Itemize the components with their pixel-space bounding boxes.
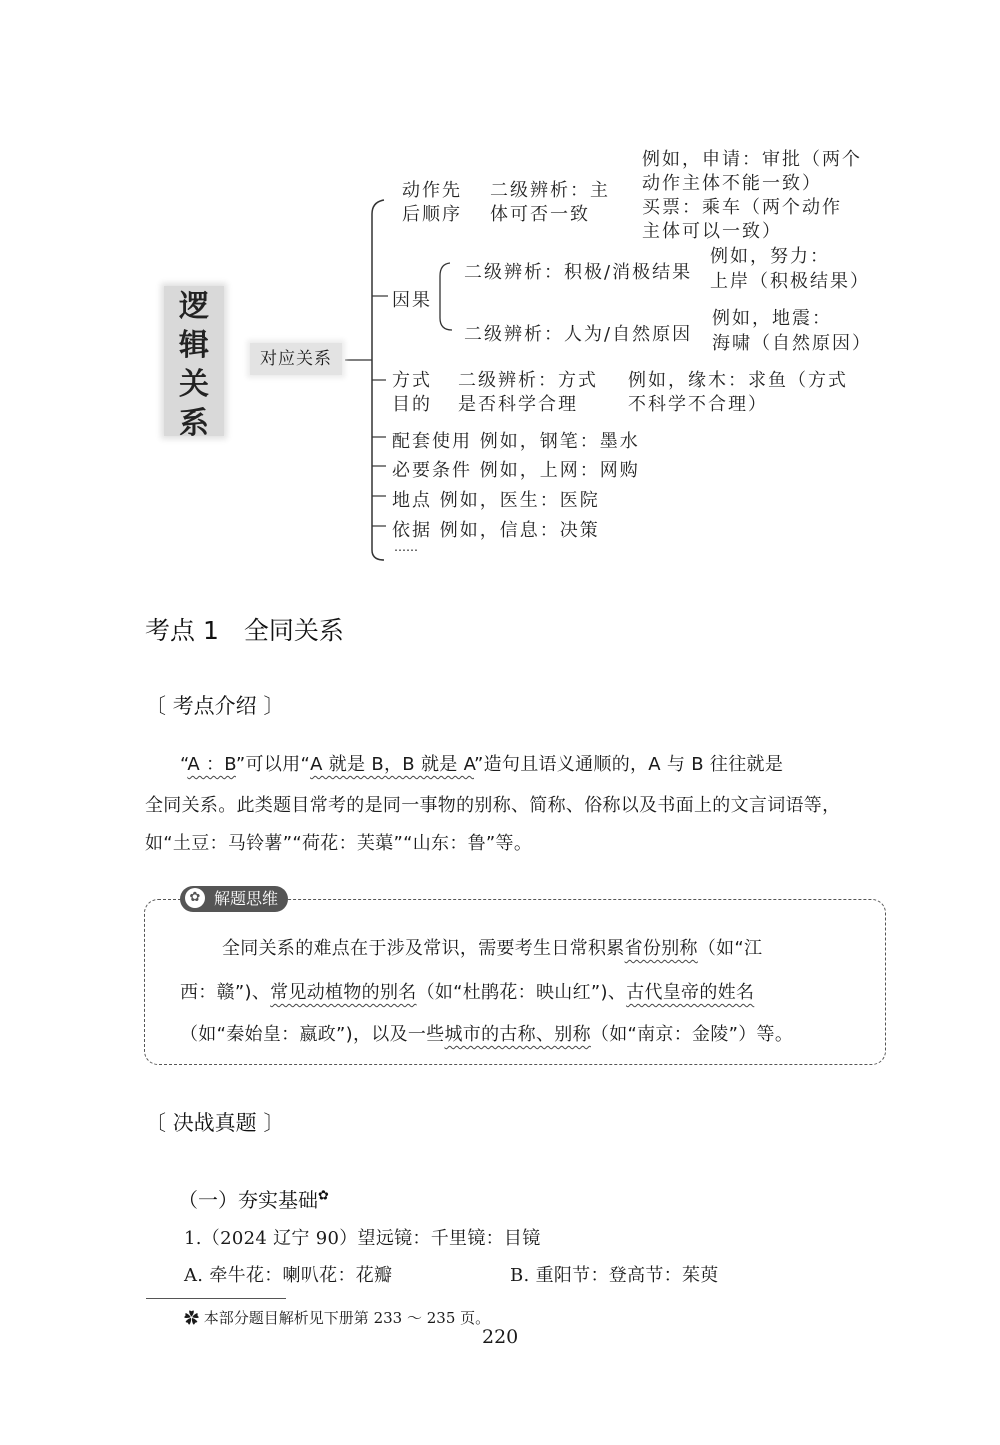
flower-icon: ✿: [184, 1309, 200, 1327]
thinking-wavy-text: 城市的古称、别称: [444, 1024, 591, 1045]
bracket-open: 〔: [145, 694, 173, 718]
intro-wavy-text: A ：B: [187, 754, 236, 775]
action-order-example-3: 买票：乘车（两个动作: [642, 197, 842, 218]
footnote-text: 本部分题目解析见下册第 233 ～ 235 页。: [203, 1309, 491, 1327]
thinking-wavy-text: 古代皇帝的姓名: [626, 982, 755, 1003]
thinking-text: （如“江: [697, 938, 763, 959]
question-1-option-b: B. 重阳节：登高节：茱萸: [510, 1265, 719, 1286]
thinking-text: （如“秦始皇：嬴政”)，以及一些: [180, 1024, 445, 1045]
action-order-label-1: 动作先: [402, 180, 462, 201]
action-order-second-1: 二级辨析：主: [490, 180, 610, 201]
intro-paragraph-line-1: [180, 750, 783, 776]
action-order-example-2: 动作主体不能一致）: [642, 173, 822, 194]
mindmap-title-char: 系: [179, 406, 209, 441]
method-second-2: 是否科学合理: [458, 394, 578, 415]
mindmap-title-box: [164, 286, 224, 441]
flower-icon: ✿: [318, 1188, 329, 1204]
mindmap-title-char: 逻: [179, 289, 209, 324]
flower-icon: ✿: [185, 888, 205, 908]
thinking-text: （如“南京：金陵”）等。: [590, 1024, 794, 1045]
intro-text: “: [180, 754, 188, 775]
intro-heading-text: 考点介绍: [172, 694, 257, 718]
action-order-example-4: 主体可以一致）: [642, 221, 782, 242]
cause-second-a: 二级辨析：积极/消极结果: [464, 262, 693, 283]
bracket-close: 〕: [256, 694, 285, 718]
cause-second-b: 二级辨析：人为/自然原因: [464, 324, 693, 345]
mindmap-ellipsis: ……: [394, 540, 418, 554]
cause-example-b-1: 例如，地震：: [712, 308, 832, 329]
footnote-rule: [146, 1298, 286, 1299]
thinking-badge: [180, 886, 288, 912]
thinking-text: 西：赣”)、: [180, 982, 271, 1003]
bracket-open: 〔: [145, 1111, 173, 1135]
method-example-1: 例如，缘木：求鱼（方式: [628, 370, 848, 391]
thinking-text: （如“杜鹃花：映山红”)、: [416, 982, 627, 1003]
exam-subheading: [178, 1184, 329, 1213]
thinking-wavy-text: 省份别称: [624, 938, 698, 959]
exam-heading: [145, 1107, 284, 1137]
intro-text: ”可以用“: [235, 754, 311, 775]
action-order-second-2: 体可否一致: [490, 204, 590, 225]
question-1-option-a: A. 牵牛花：喇叭花：花瓣: [184, 1265, 393, 1286]
mindmap-title-char: 关: [179, 367, 209, 402]
thinking-line-1: [222, 934, 762, 960]
mindmap-item: 依据 例如，信息：决策: [392, 520, 600, 541]
method-label-1: 方式: [392, 370, 432, 391]
mindmap-item: 地点 例如，医生：医院: [392, 490, 600, 511]
page-number: 220: [482, 1326, 519, 1348]
footnote: [184, 1307, 490, 1328]
mindmap-item: 必要条件 例如，上网：网购: [392, 460, 640, 481]
method-example-2: 不科学不合理）: [628, 394, 768, 415]
bracket-close: 〕: [256, 1111, 285, 1135]
thinking-line-3: [180, 1020, 793, 1046]
cause-example-a-2: 上岸（积极结果）: [710, 271, 870, 292]
thinking-text: 全同关系的难点在于涉及常识，需要考生日常积累: [222, 938, 625, 959]
thinking-badge-label: 解题思维: [214, 889, 279, 908]
cause-example-b-2: 海啸（自然原因）: [712, 333, 872, 354]
question-1: 1.（2024 辽宁 90）望远镜：千里镜：目镜: [184, 1228, 541, 1249]
intro-heading: [145, 690, 284, 720]
intro-wavy-text: A 就是 B，B 就是 A: [310, 754, 474, 775]
thinking-line-2: [180, 978, 754, 1004]
exam-subheading-text: （一）夯实基础: [178, 1188, 318, 1212]
intro-paragraph-line-3: 如“土豆：马铃薯”“荷花：芙蕖”“山东：鲁”等。: [145, 833, 533, 854]
cause-label: 因果: [392, 290, 432, 311]
mindmap-sub-box: 对应关系: [250, 343, 342, 375]
intro-paragraph-line-2: 全同关系。此类题目常考的是同一事物的别称、简称、俗称以及书面上的文言词语等，: [145, 795, 841, 816]
section-title: 考点 1 全同关系: [145, 616, 344, 645]
cause-example-a-1: 例如，努力：: [710, 246, 830, 267]
action-order-label-2: 后顺序: [402, 204, 462, 225]
mindmap-item: 配套使用 例如，钢笔：墨水: [392, 431, 640, 452]
thinking-wavy-text: 常见动植物的别名: [270, 982, 417, 1003]
mindmap-title-char: 辑: [179, 328, 209, 363]
exam-heading-text: 决战真题: [172, 1111, 257, 1135]
method-second-1: 二级辨析：方式: [458, 370, 598, 391]
action-order-example-1: 例如，申请：审批（两个: [642, 149, 862, 170]
intro-text: ”造句且语义通顺的，A 与 B 往往就是: [473, 754, 784, 775]
method-label-2: 目的: [392, 394, 432, 415]
